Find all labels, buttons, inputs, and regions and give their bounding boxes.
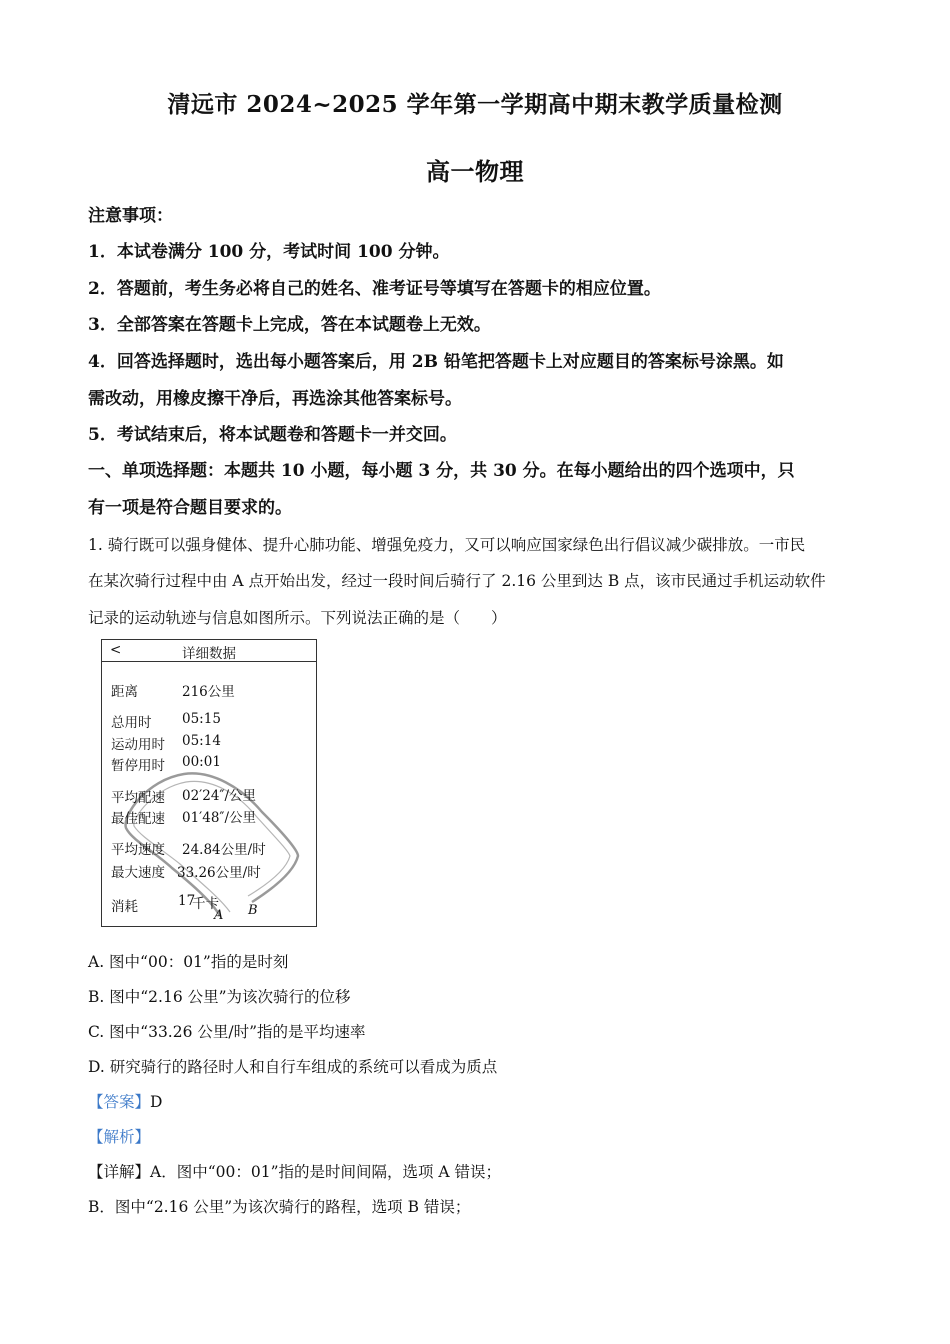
detail-tag: 【详解】 — [88, 1163, 151, 1181]
option-c: C. 图中“33.26 公里/时”指的是平均速率 — [88, 1023, 366, 1041]
avg-pace-value: 02′24″/公里 — [182, 788, 257, 804]
avg-pace-label: 平均配速 — [111, 790, 165, 806]
moving-time-label: 运动用时 — [111, 737, 165, 753]
max-speed-value: 33.26公里/时 — [177, 865, 261, 881]
notice-item-3: 3．全部答案在答题卡上完成，答在本试题卷上无效。 — [88, 315, 491, 335]
avg-speed-value: 24.84公里/时 — [182, 842, 266, 858]
analysis-line — [88, 1126, 878, 1148]
figure-title: 详细数据 — [182, 646, 236, 662]
notice-item-5: 5．考试结束后，将本试题卷和答题卡一并交回。 — [88, 425, 457, 445]
notice-item-4: 4．回答选择题时，选出每小题答案后，用 2B 铅笔把答题卡上对应题目的答案标号涂黑。如 — [88, 352, 784, 372]
notice-item-4-cont: 需改动，用橡皮擦干净后，再选涂其他答案标号。 — [88, 389, 462, 409]
notice-item-1: 1．本试卷满分 100 分，考试时间 100 分钟。 — [88, 242, 450, 262]
best-pace-label: 最佳配速 — [111, 811, 165, 827]
detail-b-line: B．图中“2.16 公里”为该次骑行的路程，选项 B 错误； — [88, 1198, 471, 1216]
distance-label: 距离 — [111, 684, 138, 700]
section-heading-cont: 有一项是符合题目要求的。 — [88, 498, 292, 518]
calories-value: 17 — [178, 893, 196, 909]
exam-title: 清远市 2024~2025 学年第一学期高中期末教学质量检测 — [167, 91, 783, 118]
calories-label: 消耗 — [111, 899, 138, 915]
notice-heading: 注意事项： — [88, 206, 173, 226]
option-d: D. 研究骑行的路径时人和自行车组成的系统可以看成为质点 — [88, 1058, 498, 1076]
pause-time-value: 00:01 — [182, 754, 221, 770]
analysis-tag: 【解析】 — [88, 1128, 151, 1146]
option-b: B. 图中“2.16 公里”为该次骑行的位移 — [88, 988, 351, 1006]
answer-line — [88, 1091, 878, 1113]
max-speed-label: 最大速度 — [111, 865, 165, 881]
total-time-value: 05:15 — [182, 711, 221, 727]
answer-tag: 【答案】 — [88, 1093, 151, 1111]
moving-time-value: 05:14 — [182, 733, 221, 749]
point-b-label: B — [248, 903, 258, 918]
figure-header — [102, 640, 316, 662]
detail-a: A．图中“00：01”指的是时间间隔，选项 A 错误； — [150, 1163, 502, 1181]
total-time-label: 总用时 — [111, 715, 152, 731]
section-heading: 一、单项选择题：本题共 10 小题，每小题 3 分，共 30 分。在每小题给出的四个选项中，只 — [88, 461, 795, 481]
exam-subject: 高一物理 — [426, 157, 524, 186]
question-stem-line-2: 在某次骑行过程中由 A 点开始出发，经过一段时间后骑行了 2.16 公里到达 B 点，该市民通过手机运动软件 — [88, 572, 826, 590]
pause-time-label: 暂停用时 — [111, 758, 165, 774]
answer-value: D — [150, 1093, 163, 1111]
ride-data-figure — [101, 639, 317, 927]
avg-speed-label: 平均速度 — [111, 842, 165, 858]
point-a-label: A — [214, 908, 224, 923]
option-a: A. 图中“00：01”指的是时刻 — [88, 953, 289, 971]
back-icon: < — [110, 642, 122, 658]
question-stem-line-1: 1. 骑行既可以强身健体、提升心肺功能、增强免疫力，又可以响应国家绿色出行倡议减少碳排放。一市民 — [88, 536, 806, 554]
distance-value: 216公里 — [182, 684, 235, 700]
calories-unit: 千卡 — [192, 896, 219, 912]
best-pace-value: 01′48″/公里 — [182, 810, 257, 826]
detail-a-line — [88, 1161, 878, 1183]
notice-item-2: 2．答题前，考生务必将自己的姓名、准考证号等填写在答题卡的相应位置。 — [88, 279, 661, 299]
question-stem-line-3: 记录的运动轨迹与信息如图所示。下列说法正确的是（ ） — [88, 609, 507, 627]
